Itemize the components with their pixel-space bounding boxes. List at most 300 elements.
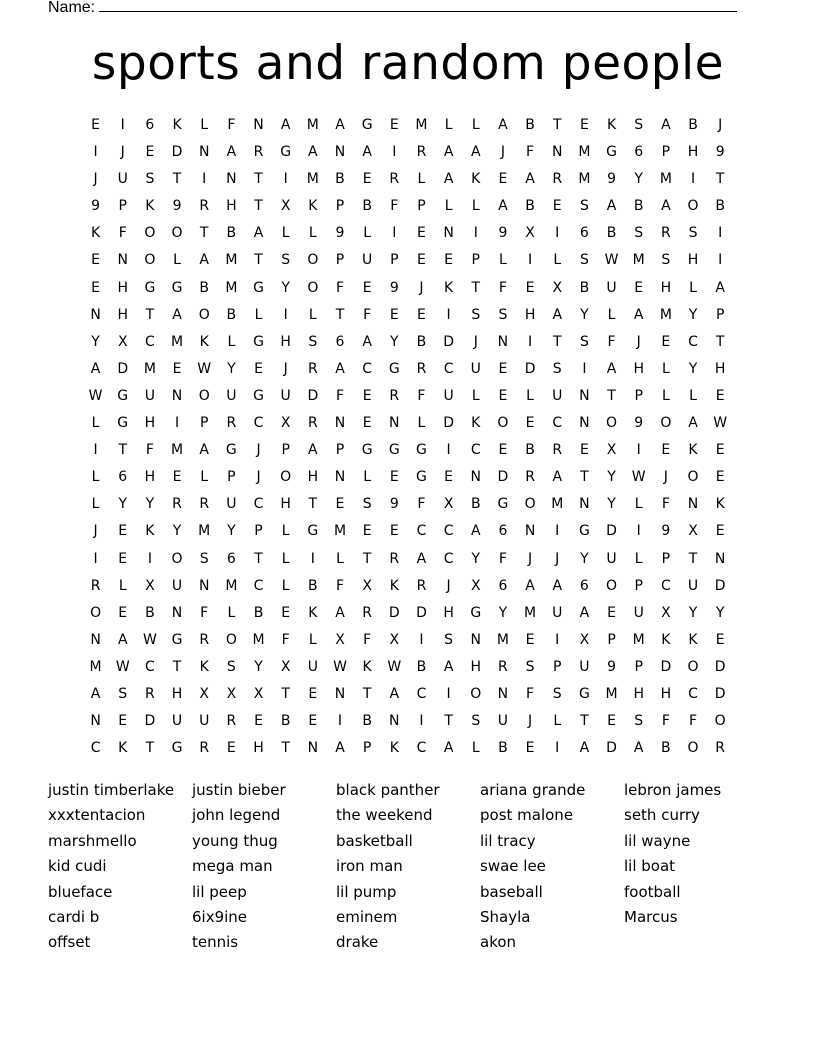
grid-cell: N (579, 415, 590, 432)
grid-cell: F (200, 604, 209, 621)
grid-cell: 9 (498, 225, 508, 242)
grid-cell: S (579, 198, 589, 215)
grid-cell: R (416, 144, 427, 161)
grid-cell: U (362, 252, 373, 269)
grid-cell: D (388, 604, 400, 621)
grid-cell: S (498, 306, 508, 323)
grid-cell: A (362, 144, 372, 161)
grid-cell: T (281, 685, 290, 702)
word-list-item: iron man (336, 857, 403, 876)
grid-cell: U (552, 387, 563, 404)
grid-cell: C (552, 415, 563, 432)
grid-cell: L (444, 117, 453, 133)
grid-cell: R (389, 550, 400, 567)
grid-cell: Y (227, 523, 236, 540)
grid-cell: L (281, 550, 290, 567)
grid-cell: L (689, 279, 697, 296)
grid-cell: F (363, 306, 372, 323)
grid-cell: M (551, 496, 564, 513)
grid-cell: R (552, 171, 563, 188)
grid-cell: Y (498, 604, 508, 621)
name-underline (99, 0, 737, 12)
grid-cell: D (171, 144, 183, 161)
grid-cell: A (199, 442, 209, 459)
grid-cell: R (307, 415, 318, 432)
grid-cell: S (634, 117, 644, 133)
grid-row (82, 682, 734, 709)
grid-cell: H (280, 496, 291, 513)
grid-cell: L (471, 740, 480, 757)
grid-cell: S (634, 225, 644, 242)
grid-row (82, 438, 734, 465)
grid-cell: P (199, 415, 209, 432)
grid-cell: A (308, 144, 318, 161)
grid-cell: D (416, 604, 427, 621)
puzzle-title: sports and random people (91, 36, 725, 91)
grid-cell: 9 (634, 415, 644, 432)
grid-cell: S (471, 306, 481, 323)
grid-cell: O (606, 577, 618, 594)
grid-cell: I (473, 225, 478, 242)
grid-cell: L (363, 469, 372, 486)
grid-cell: G (578, 685, 590, 702)
grid-cell: T (552, 333, 562, 350)
grid-cell: E (362, 523, 372, 540)
grid-cell: D (497, 469, 509, 486)
grid-cell: Y (607, 496, 616, 513)
grid-cell: O (687, 198, 699, 215)
grid-cell: I (582, 360, 587, 377)
grid-cell: M (632, 252, 645, 269)
grid-cell: L (91, 469, 100, 486)
grid-row (82, 411, 734, 438)
grid-cell: R (199, 496, 210, 513)
grid-cell: Y (172, 523, 182, 540)
grid-cell: L (91, 496, 100, 513)
grid-cell: X (362, 577, 372, 594)
grid-cell: T (254, 198, 263, 215)
grid-cell: A (416, 550, 427, 567)
grid-cell: N (687, 496, 699, 513)
grid-cell: F (498, 550, 507, 567)
grid-cell: N (389, 713, 400, 730)
grid-cell: E (281, 604, 291, 621)
grid-cell: B (715, 198, 725, 215)
grid-cell: E (498, 442, 508, 459)
grid-cell: O (198, 387, 210, 404)
grid-cell: R (199, 631, 210, 648)
grid-cell: E (118, 713, 128, 730)
grid-cell: I (310, 550, 315, 567)
grid-cell: R (226, 415, 237, 432)
grid-row (82, 221, 734, 248)
grid-cell: B (661, 740, 671, 757)
grid-cell: L (607, 306, 616, 323)
grid-cell: A (661, 117, 671, 133)
grid-cell: K (308, 604, 318, 621)
grid-cell: T (580, 713, 589, 730)
grid-cell: J (636, 333, 641, 350)
grid-cell: I (120, 117, 125, 133)
grid-cell: 6 (335, 333, 345, 350)
grid-cell: M (225, 577, 238, 594)
grid-cell: U (144, 387, 156, 404)
grid-cell: O (171, 550, 183, 567)
grid-cell: G (416, 469, 427, 486)
word-list-item: lil tracy (480, 831, 536, 850)
grid-cell: G (416, 442, 427, 459)
grid-cell: I (636, 442, 641, 459)
grid-cell: F (227, 117, 236, 133)
grid-cell: 9 (172, 198, 182, 215)
grid-cell: S (634, 713, 644, 730)
grid-cell: E (118, 550, 128, 567)
grid-cell: Y (688, 360, 698, 377)
grid-cell: T (444, 713, 453, 730)
grid-cell: H (687, 252, 699, 269)
grid-cell: I (283, 171, 288, 188)
grid-cell: N (253, 117, 264, 133)
grid-cell: E (444, 469, 454, 486)
grid-cell: M (89, 658, 102, 675)
grid-cell: M (524, 604, 537, 621)
grid-cell: F (688, 713, 698, 730)
grid-cell: H (253, 740, 264, 757)
grid-cell: C (362, 360, 373, 377)
grid-cell: A (199, 252, 209, 269)
grid-cell: L (499, 252, 507, 269)
grid-cell: T (254, 550, 263, 567)
grid-cell: P (227, 469, 236, 486)
grid-cell: E (226, 740, 236, 757)
grid-cell: G (171, 740, 183, 757)
grid-cell: W (197, 360, 212, 377)
grid-cell: K (715, 496, 725, 513)
grid-cell: R (715, 740, 726, 757)
grid-cell: P (335, 198, 345, 215)
grid-cell: A (90, 685, 101, 702)
grid-cell: 9 (91, 198, 101, 215)
word-list-item: marshmello (48, 831, 137, 850)
grid-cell: M (659, 171, 672, 188)
grid-cell: A (606, 198, 617, 215)
grid-cell: L (308, 306, 317, 323)
grid-cell: G (117, 387, 129, 404)
grid-cell: J (555, 550, 560, 567)
grid-cell: F (607, 333, 616, 350)
word-list-item: swae lee (480, 857, 546, 876)
grid-cell: E (417, 306, 426, 323)
grid-cell: I (555, 523, 560, 540)
grid-cell: M (578, 171, 591, 188)
grid-cell: R (145, 685, 155, 702)
name-field[interactable] (48, 0, 737, 18)
grid-cell: E (335, 496, 345, 513)
grid-cell: G (280, 144, 292, 161)
grid-cell: F (335, 279, 345, 296)
word-list-item: lebron james (624, 781, 722, 799)
grid-cell: N (470, 469, 481, 486)
grid-cell: Y (390, 333, 399, 350)
grid-cell: E (308, 685, 318, 702)
grid-cell: F (390, 198, 399, 215)
word-list-item: offset (48, 933, 91, 952)
grid-cell: E (552, 198, 562, 215)
grid-cell: B (362, 198, 372, 215)
grid-cell: 6 (634, 144, 644, 161)
grid-cell: B (416, 333, 427, 350)
grid-cell: O (687, 469, 699, 486)
grid-cell: H (470, 658, 482, 675)
grid-cell: L (173, 252, 181, 269)
grid-cell: C (253, 577, 264, 594)
grid-cell: H (226, 198, 237, 215)
grid-cell: X (226, 685, 237, 702)
grid-cell: X (606, 442, 617, 459)
grid-cell: H (117, 306, 128, 323)
grid-cell: D (714, 577, 726, 594)
grid-cell: A (525, 577, 535, 594)
grid-cell: K (661, 631, 671, 648)
grid-cell: N (551, 144, 563, 161)
grid-cell: E (661, 442, 671, 459)
grid-cell: F (526, 144, 535, 161)
word-list-item: lil pump (336, 882, 397, 901)
grid-row (82, 574, 734, 601)
grid-cell: I (528, 333, 533, 350)
word-list-item: the weekend (336, 806, 433, 825)
grid-cell: U (226, 387, 237, 404)
grid-cell: L (417, 415, 426, 432)
grid-cell: R (498, 658, 508, 675)
grid-cell: N (90, 713, 101, 730)
grid-cell: 9 (607, 658, 616, 675)
grid-cell: B (525, 198, 535, 215)
grid-cell: E (172, 469, 182, 486)
grid-cell: A (362, 333, 372, 350)
grid-cell: A (552, 306, 563, 323)
grid-cell: 6 (118, 469, 128, 486)
grid-cell: K (471, 171, 481, 188)
grid-cell: N (198, 144, 210, 161)
grid-cell: C (416, 685, 427, 702)
grid-cell: A (633, 740, 644, 757)
grid-cell: Y (145, 496, 155, 513)
grid-cell: L (281, 577, 290, 594)
grid-cell: L (661, 360, 670, 377)
grid-cell: B (280, 713, 291, 730)
grid-cell: T (552, 117, 562, 133)
grid-cell: N (334, 415, 346, 432)
grid-row (82, 628, 734, 655)
grid-cell: U (443, 387, 454, 404)
grid-cell: I (690, 171, 696, 188)
grid-cell: E (715, 387, 725, 404)
grid-cell: W (713, 415, 728, 432)
grid-cell: O (470, 685, 482, 702)
grid-cell: E (118, 523, 128, 540)
word-list-item: eminem (336, 908, 398, 927)
grid-cell: Y (580, 550, 589, 567)
grid-cell: M (659, 306, 672, 323)
grid-cell: B (253, 604, 264, 621)
grid-cell: F (145, 442, 154, 459)
grid-row (82, 709, 734, 736)
grid-cell: S (226, 658, 236, 675)
grid-cell: S (579, 333, 589, 350)
grid-cell: H (687, 144, 699, 161)
grid-cell: T (145, 306, 155, 323)
grid-cell: K (362, 658, 372, 675)
grid-cell: B (525, 442, 535, 459)
grid-cell: J (500, 144, 505, 161)
grid-cell: T (172, 171, 182, 188)
grid-cell: X (335, 631, 345, 648)
grid-cell: R (552, 442, 563, 459)
grid-cell: J (256, 442, 261, 459)
grid-cell: A (308, 442, 318, 459)
grid-cell: L (200, 117, 209, 133)
word-list-item: justin bieber (192, 781, 286, 799)
grid-cell: M (198, 523, 211, 540)
grid-cell: G (361, 442, 373, 459)
grid-cell: E (498, 171, 508, 188)
grid-cell: R (525, 469, 535, 486)
grid-cell: R (416, 360, 427, 377)
grid-row (82, 465, 734, 492)
grid-cell: O (90, 604, 102, 621)
grid-cell: A (90, 360, 101, 377)
grid-cell: P (607, 631, 616, 648)
grid-cell: 6 (498, 523, 508, 540)
grid-cell: T (688, 550, 698, 567)
grid-cell: W (115, 658, 130, 675)
grid-cell: P (661, 144, 671, 161)
grid-cell: I (93, 550, 98, 567)
grid-cell: O (307, 279, 319, 296)
grid-cell: A (498, 117, 508, 133)
grid-cell: R (90, 577, 101, 594)
grid-cell: G (144, 279, 156, 296)
grid-cell: B (226, 225, 237, 242)
grid-cell: H (660, 279, 672, 296)
grid-cell: O (687, 658, 699, 675)
grid-cell: 6 (579, 577, 589, 594)
grid-cell: E (498, 387, 508, 404)
word-list-item: ariana grande (480, 781, 586, 799)
grid-cell: L (363, 225, 372, 242)
grid-cell: I (392, 225, 397, 242)
grid-cell: H (280, 333, 291, 350)
grid-cell: L (553, 252, 562, 269)
grid-cell: J (718, 117, 723, 133)
word-list-item: akon (480, 933, 517, 952)
grid-cell: U (280, 387, 291, 404)
grid-cell: D (443, 333, 454, 350)
grid-cell: O (280, 469, 292, 486)
grid-cell: E (118, 604, 128, 621)
grid-cell: U (307, 658, 318, 675)
grid-cell: O (307, 252, 319, 269)
grid-cell: O (524, 496, 536, 513)
grid-cell: A (715, 279, 725, 296)
grid-cell: I (174, 415, 180, 432)
grid-cell: R (416, 577, 427, 594)
grid-cell: K (389, 740, 399, 757)
grid-cell: D (714, 658, 726, 675)
grid-row (82, 248, 734, 275)
grid-cell: P (281, 442, 290, 459)
letter-grid (82, 113, 734, 763)
grid-cell: C (145, 658, 155, 675)
grid-cell: U (606, 550, 617, 567)
grid-cell: A (470, 523, 481, 540)
grid-cell: K (90, 225, 101, 242)
grid-cell: A (117, 631, 128, 648)
grid-cell: J (419, 279, 424, 296)
grid-cell: M (171, 442, 184, 459)
grid-cell: N (443, 225, 454, 242)
grid-cell: L (417, 171, 426, 188)
grid-cell: F (661, 496, 670, 513)
grid-cell: K (145, 523, 155, 540)
grid-row (82, 113, 734, 140)
grid-cell: W (88, 387, 103, 404)
grid-cell: P (634, 387, 643, 404)
grid-cell: I (555, 740, 560, 757)
grid-cell: A (688, 415, 698, 432)
word-list-item: blueface (48, 882, 113, 901)
grid-cell: E (417, 252, 426, 269)
grid-cell: U (633, 604, 644, 621)
grid-row (82, 140, 734, 167)
grid-cell: P (335, 252, 345, 269)
grid-cell: H (307, 469, 319, 486)
grid-cell: G (578, 523, 590, 540)
grid-cell: C (470, 442, 481, 459)
grid-cell: N (334, 685, 346, 702)
grid-row (82, 167, 734, 194)
grid-cell: S (199, 550, 209, 567)
grid-cell: H (524, 306, 536, 323)
grid-cell: E (607, 604, 616, 621)
grid-cell: I (718, 225, 723, 242)
grid-cell: 9 (335, 225, 345, 242)
grid-cell: N (497, 685, 509, 702)
grid-cell: I (283, 306, 288, 323)
grid-cell: X (145, 577, 155, 594)
grid-cell: I (446, 306, 451, 323)
grid-cell: N (226, 171, 237, 188)
grid-cell: K (389, 577, 399, 594)
grid-cell: P (715, 306, 725, 323)
grid-cell: W (604, 252, 619, 269)
grid-cell: 6 (145, 117, 155, 133)
grid-cell: R (389, 387, 400, 404)
word-list-item: kid cudi (48, 857, 107, 876)
grid-cell: E (362, 171, 372, 188)
grid-cell: G (253, 387, 264, 404)
word-list-item: football (624, 882, 681, 901)
grid-cell: T (254, 252, 263, 269)
grid-cell: X (661, 604, 671, 621)
grid-cell: S (471, 713, 481, 730)
grid-cell: J (256, 469, 261, 486)
word-list-item: john legend (192, 806, 281, 825)
word-list-item: justin timberlake (48, 781, 175, 799)
grid-cell: P (471, 252, 480, 269)
grid-cell: O (144, 252, 156, 269)
